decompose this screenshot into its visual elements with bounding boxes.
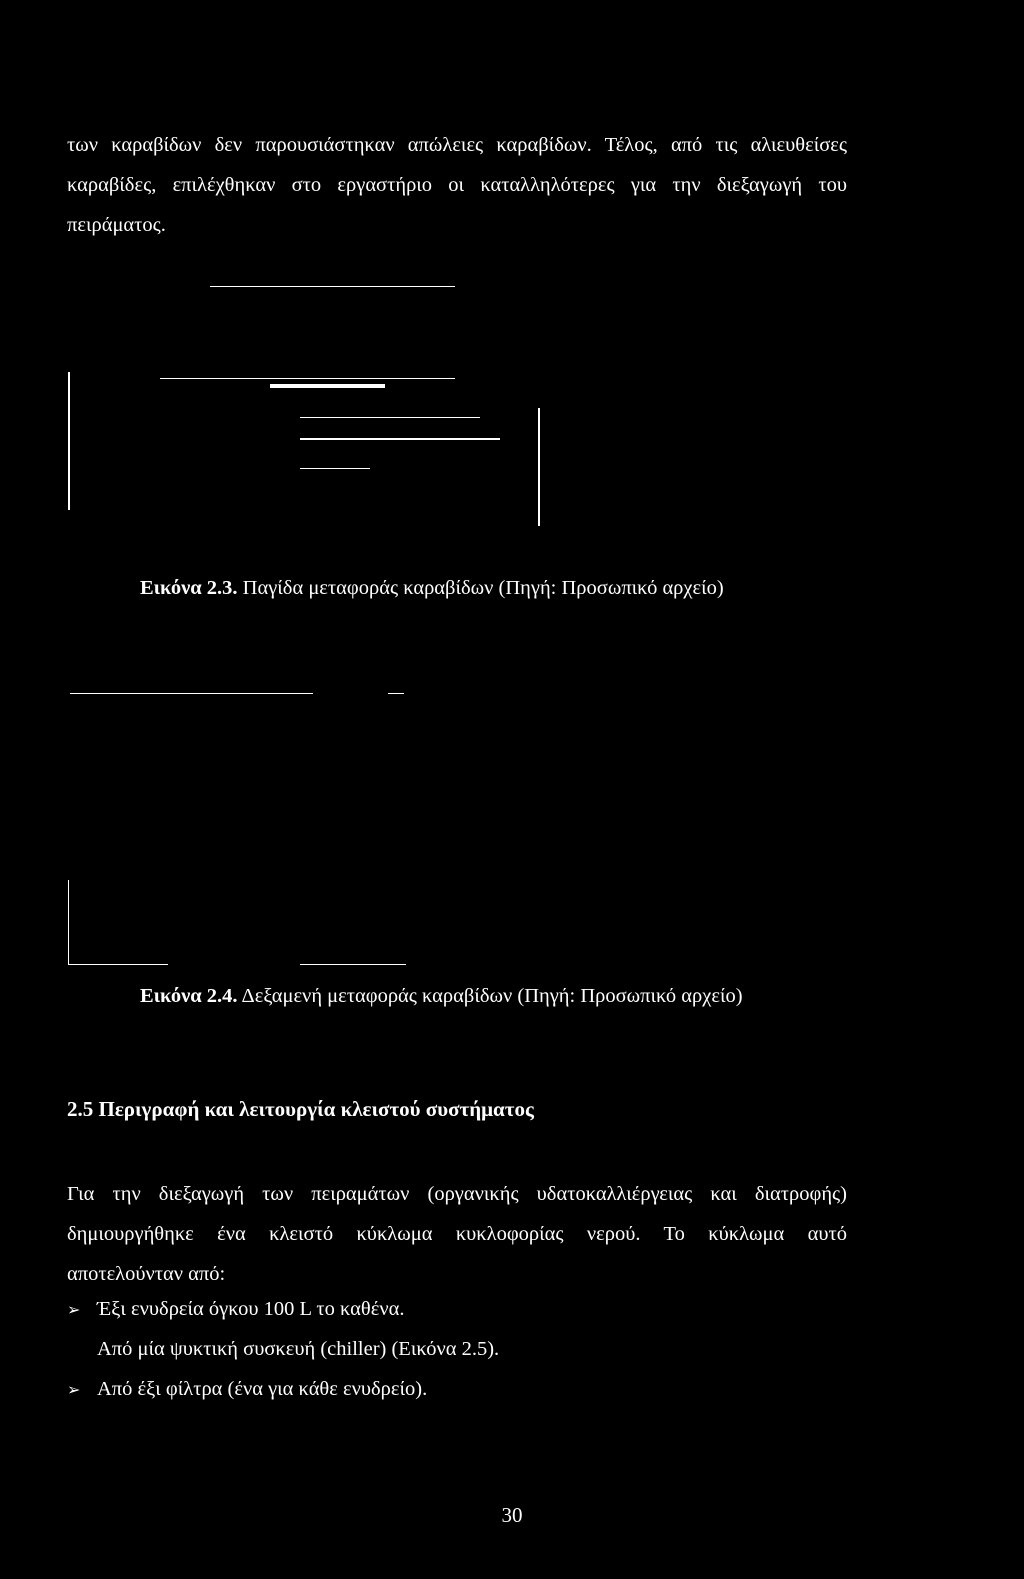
section-heading: 2.5 Περιγραφή και λειτουργία κλειστού συστήματος [67, 1097, 534, 1121]
arrow-bullet-icon: ➢ [67, 1380, 81, 1399]
intro-line-2: καραβίδες, επιλέχθηκαν στο εργαστήριο οι καταλληλότερες για την διεξαγωγή του [67, 174, 847, 196]
figure-2-4-text: Δεξαμενή μεταφοράς καραβίδων (Πηγή: Προσωπικό αρχείο) [237, 985, 743, 1007]
intro-line-1: των καραβίδων δεν παρουσιάστηκαν απώλειες καραβίδων. Τέλος, από τις αλιευθείσες [67, 134, 847, 156]
bullet-item [67, 1378, 427, 1401]
figure-2-4-image [60, 680, 560, 980]
figure-2-3-caption [140, 577, 724, 600]
figure-2-3-label: Εικόνα 2.3. [140, 577, 238, 599]
figure-2-3-text: Παγίδα μεταφοράς καραβίδων (Πηγή: Προσωπικό αρχείο) [237, 577, 724, 599]
bullet-text: Έξι ενυδρεία όγκου 100 L το καθένα. [97, 1298, 405, 1320]
section-line-3: αποτελούνταν από: [67, 1263, 226, 1285]
arrow-bullet-icon: ➢ [67, 1300, 81, 1319]
figure-2-4-label: Εικόνα 2.4. [140, 985, 238, 1007]
page-number: 30 [501, 1503, 523, 1527]
figure-2-4-caption [140, 985, 743, 1008]
bullet-item [67, 1298, 404, 1321]
bullet-text: Από μία ψυκτική συσκευή (chiller) (Εικόνα 2.5). [97, 1338, 500, 1360]
bullet-item [67, 1338, 499, 1361]
section-line-2: δημιουργήθηκε ένα κλειστό κύκλωμα κυκλοφορίας νερού. Το κύκλωμα αυτό [67, 1223, 847, 1245]
section-line-1: Για την διεξαγωγή των πειραμάτων (οργανικής υδατοκαλλιέργειας και διατροφής) [67, 1183, 847, 1205]
bullet-text: Από έξι φίλτρα (ένα για κάθε ενυδρείο). [97, 1378, 428, 1400]
figure-2-3-image [60, 270, 560, 532]
intro-line-3: πειράματος. [67, 214, 166, 236]
